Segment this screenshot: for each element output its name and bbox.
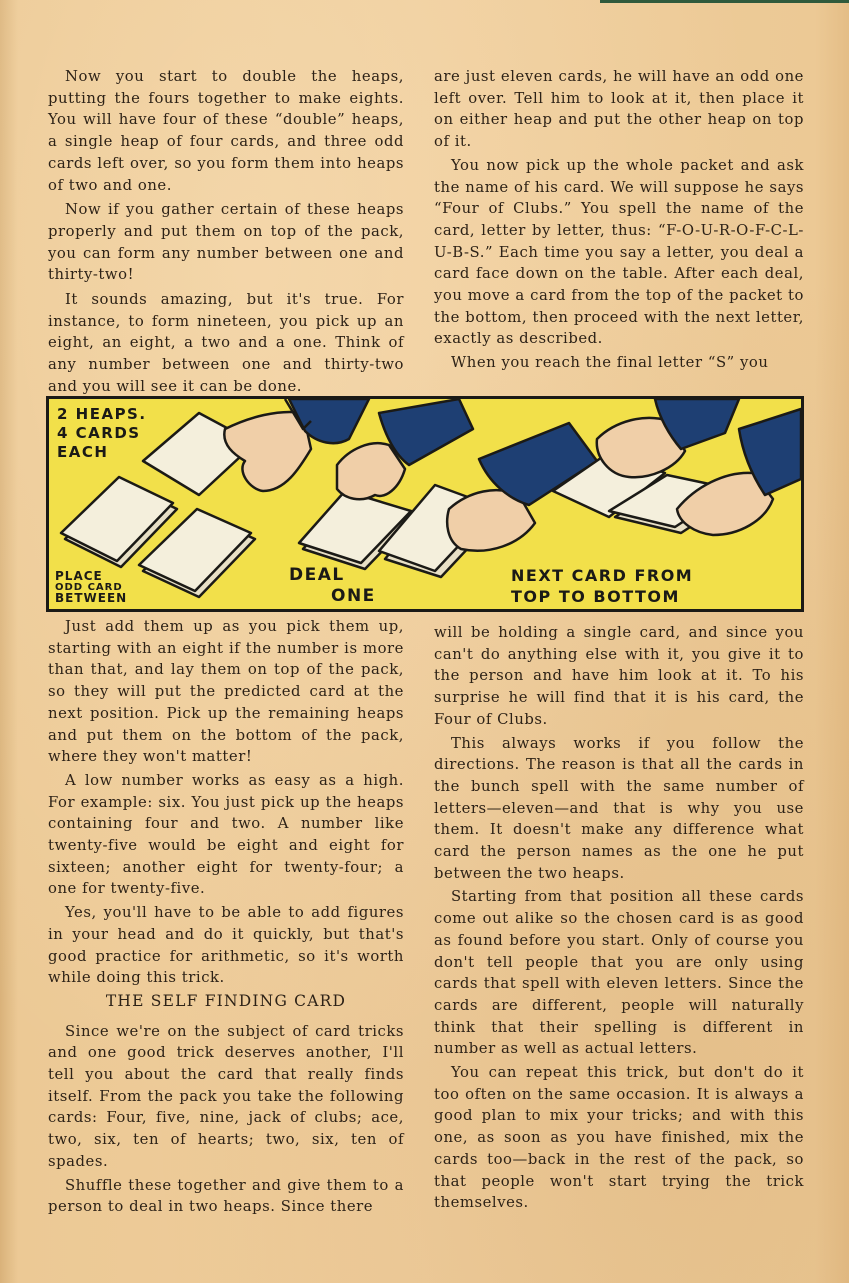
- paragraph: When you reach the final letter “S” you: [451, 354, 769, 372]
- right-column-top: [434, 66, 804, 374]
- paragraph: will be holding a single card, and since you can't do anything else with it, you give it to the person and have him look at it. To his surprise he will find that it is his card, the Four of Clubs.: [434, 624, 804, 728]
- section-heading: THE SELF FINDING CARD: [105, 991, 347, 1010]
- caption-text: 2 HEAPS.: [57, 405, 147, 423]
- paragraph: You now pick up the whole packet and ask the name of his card. We will suppose he says “Four of Clubs.” You spell the name of the card, letter by letter, thus: “F-O-U-R-O-F-C-L-U-B-S.” Each time you say a letter, you deal a card face down on the table. After each deal, you move a card from the top of the packet to the bottom, then proceed with the next letter, exactly as described.: [434, 156, 804, 348]
- left-column-bottom: [48, 616, 404, 1218]
- caption-text: 4 CARDS: [57, 424, 141, 442]
- caption-text: ONE: [331, 586, 376, 606]
- paragraph: A low number works as easy as a high. For example: six. You just pick up the heaps containing four and two. A number like twenty-five would be eight and eight for sixteen; another eight for twenty-four; a one for twenty-five.: [48, 771, 404, 898]
- caption-deal-one: [289, 565, 376, 607]
- paragraph: Starting from that position all these cards come out alike so the chosen card is as good as found before you start. Only of course you don't tell people that you are only using cards that spell with eleven letters. Since the cards are different, people will naturally think that their spelling is different in number as well as actual letters.: [434, 888, 804, 1058]
- paragraph: This always works if you follow the directions. The reason is that all the cards in the bunch spell with the same number of letters—eleven—and that is why you use them. It doesn't make any difference what card the person names as the one he put between the two heaps.: [434, 734, 804, 882]
- caption-text: TOP TO BOTTOM: [511, 587, 680, 606]
- page-edge-line: [600, 0, 849, 3]
- paragraph: are just eleven cards, he will have an odd one left over. Tell him to look at it, then place it on either heap and put the other heap on top of it.: [434, 68, 804, 151]
- caption-next-card: [511, 565, 693, 607]
- caption-text: PLACE: [55, 569, 103, 583]
- caption-text: DEAL: [289, 565, 345, 585]
- paragraph: Since we're on the subject of card tricks and one good trick deserves another, I'll tell you about the card that really finds itself. From the pack you take the following cards: Four, five, nine, jack of clubs; ace, two, six, ten of hearts; two, six, ten of spades.: [48, 1022, 404, 1170]
- paragraph: Now you start to double the heaps, putting the fours together to make eights. You will have four of these “double” heaps, a single heap of four cards, and three odd cards left over, so you form them into heaps of two and one.: [48, 68, 404, 194]
- caption-place-odd-card: [55, 571, 127, 604]
- paragraph: You can repeat this trick, but don't do it too often on the same occasion. It is always a good plan to mix your tricks; and with this one, as soon as you have finished, mix the cards too—back in the rest of the pack, so that people won't start trying the trick themselves.: [434, 1064, 804, 1212]
- paragraph: It sounds amazing, but it's true. For instance, to form nineteen, you pick up an eight, an eight, a two and a one. Think of any number between one and thirty-two and you will see it can be done.: [48, 291, 404, 395]
- caption-text: ODD CARD: [55, 582, 123, 593]
- caption-two-heaps: [57, 405, 147, 462]
- left-column-top: [48, 66, 404, 398]
- caption-text: EACH: [57, 443, 109, 461]
- paragraph: Yes, you'll have to be able to add figures in your head and do it quickly, but that's good practice for arithmetic, so it's worth while doing this trick.: [48, 904, 404, 987]
- right-column-bottom: [434, 622, 804, 1214]
- illustration-panel: [46, 396, 804, 612]
- caption-text: NEXT CARD FROM: [511, 566, 694, 585]
- paragraph: Shuffle these together and give them to a person to deal in two heaps. Since there: [48, 1176, 404, 1216]
- paragraph: Now if you gather certain of these heaps properly and put them on top of the pack, you can form any number between one and thirty-two!: [48, 201, 404, 284]
- paragraph: Just add them up as you pick them up, starting with an eight if the number is more than that, and lay them on top of the pack, so they will put the predicted card at the next position. Pick up the remaining heaps and put them on the bottom of the pack, where they won't matter!: [48, 618, 404, 766]
- caption-text: BETWEEN: [55, 591, 128, 605]
